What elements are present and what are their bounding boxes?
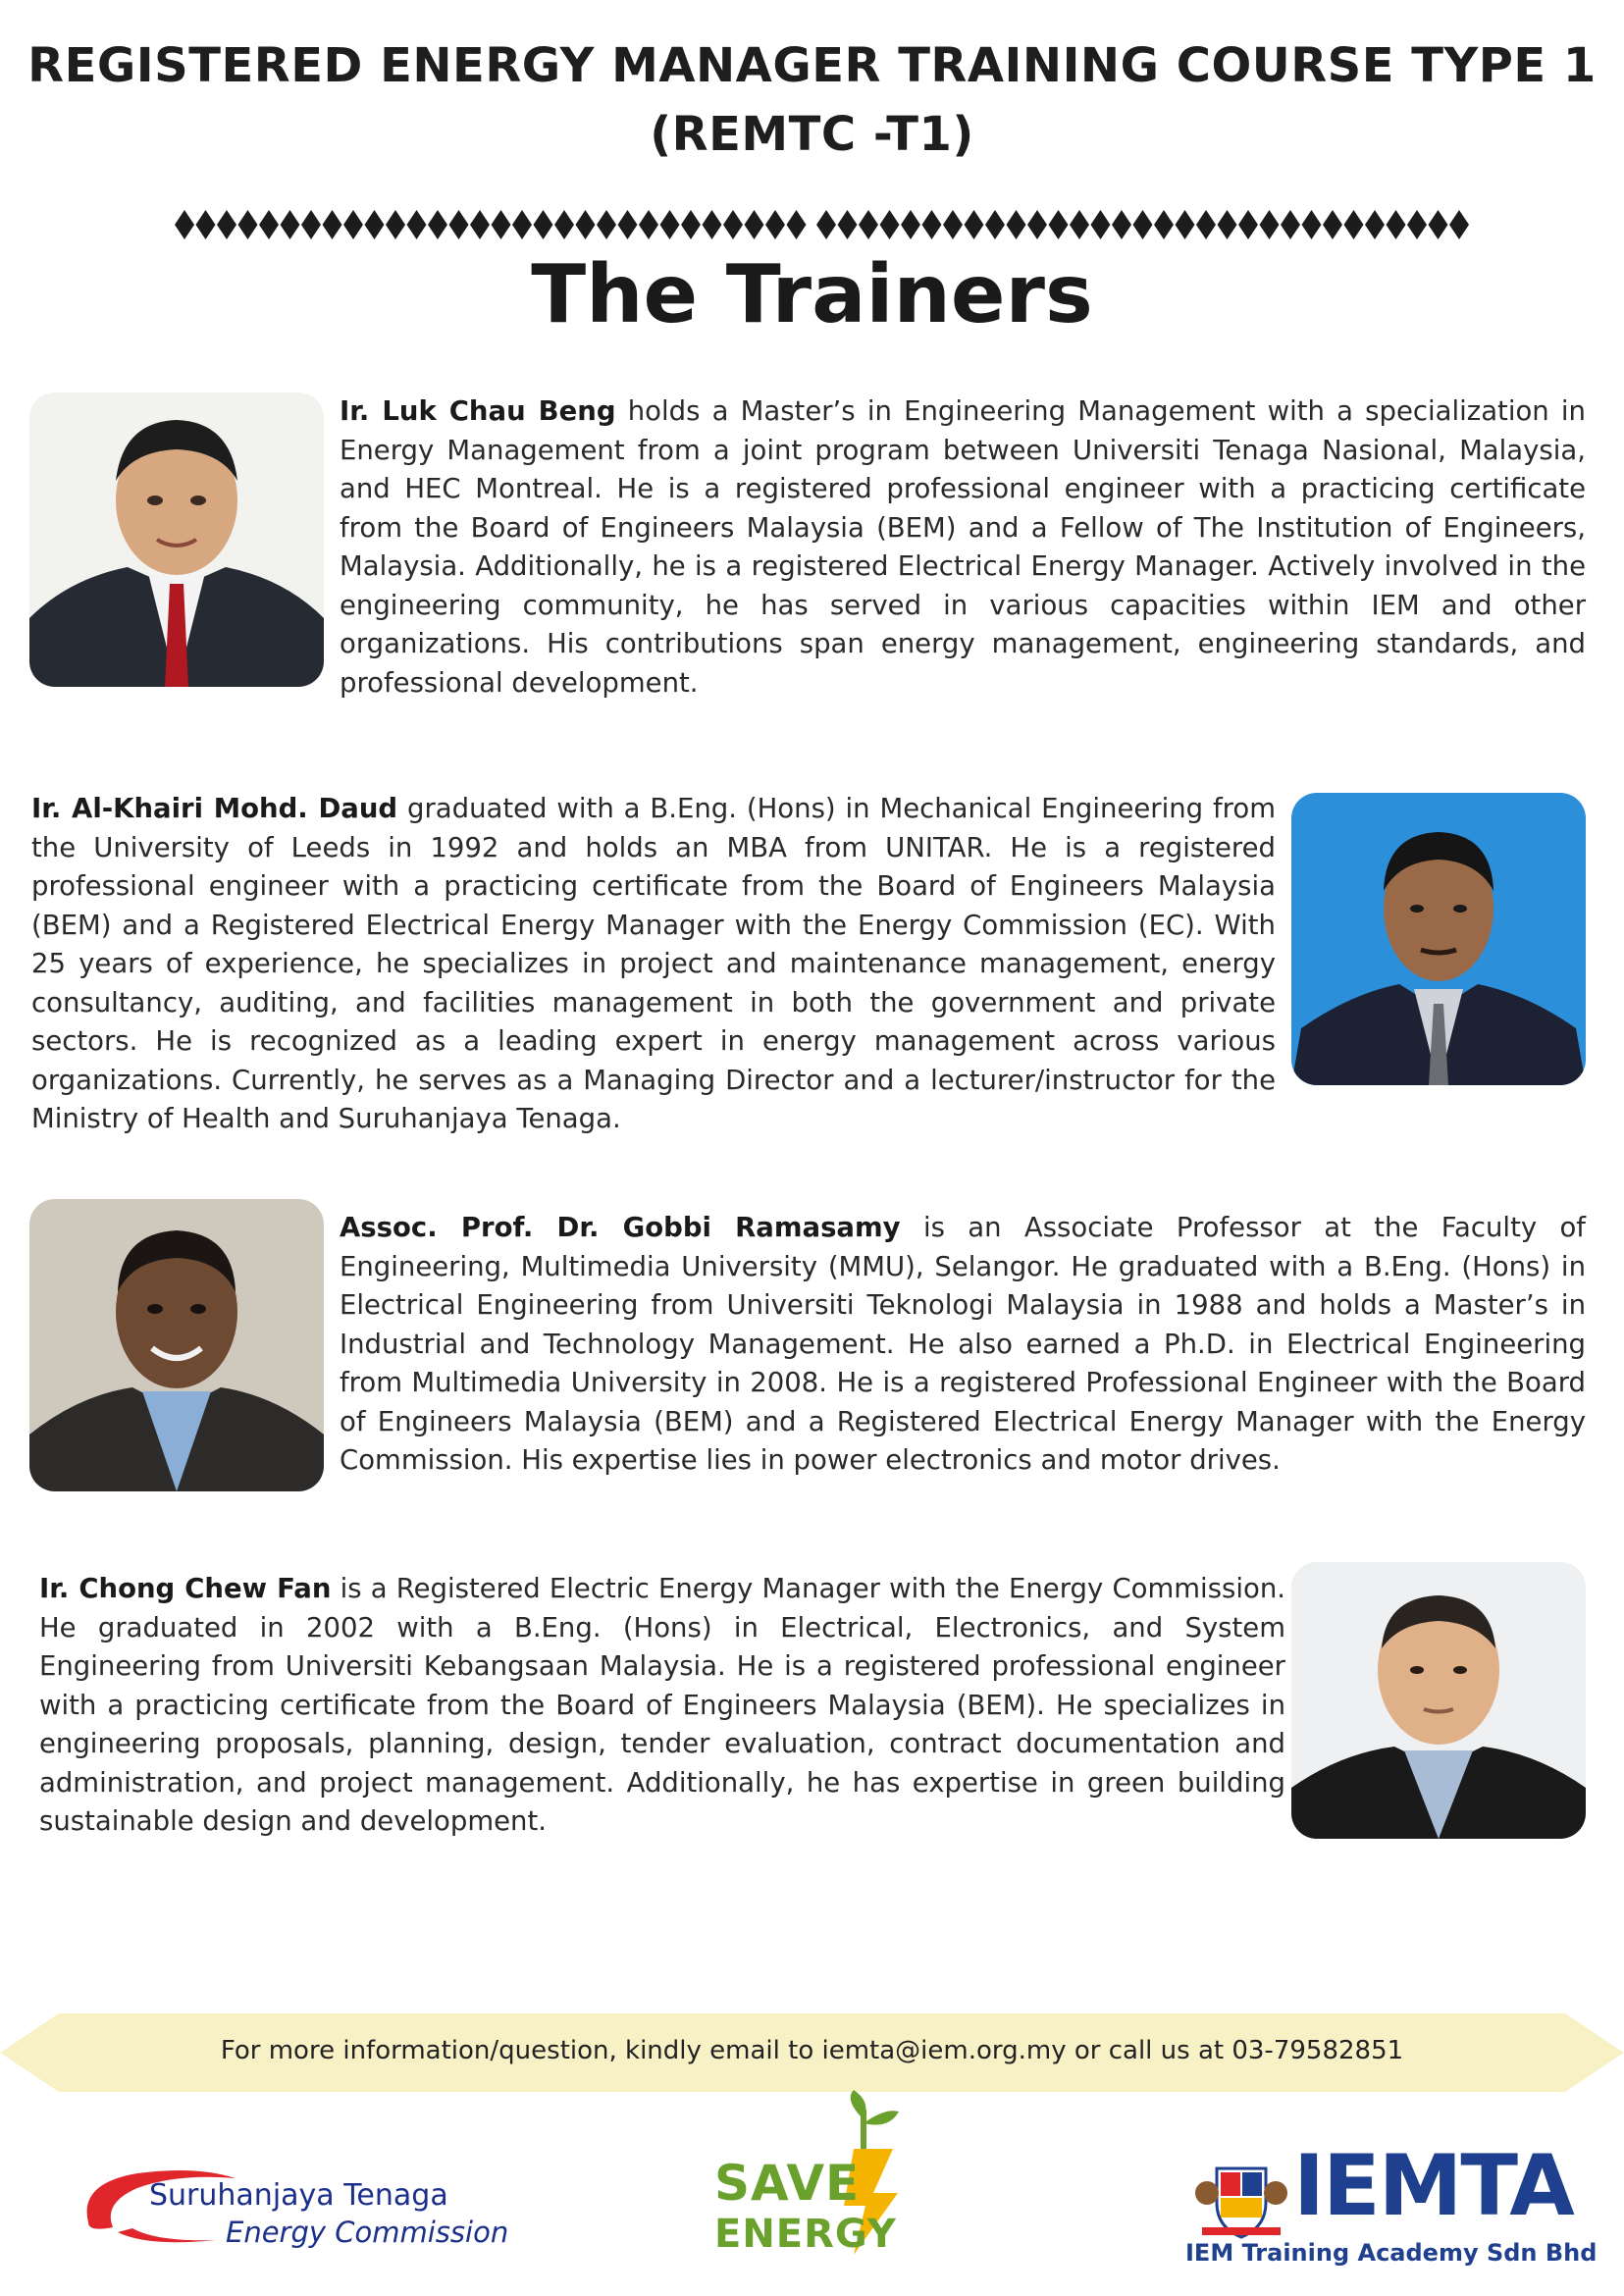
- divider-diamond: [1387, 210, 1406, 239]
- divider-diamond: [985, 210, 1005, 239]
- contact-text: For more information/question, kindly email to iemta@iem.org.my or call us at 03-79582851: [220, 2036, 1404, 2065]
- trainer-bio-chong-chew-fan: Ir. Chong Chew Fan is a Registered Electric Energy Manager with the Energy Commission. He graduated in 2002 with a B.Eng. (Hons) in Electrical, Electronics, and System Engineering from Universiti Kebangsaan Malaysia. He is a registered professional engineer with a practicing certificate from the Board of Engineers Malaysia (BEM). He specializes in engineering proposals, planning, design, tender evaluation, contract documentation and administration, and project management. Additionally, he has expertise in green building sustainable design and development.: [39, 1573, 1285, 1837]
- divider-diamond: [554, 210, 574, 239]
- trainer-name: Ir. Chong Chew Fan: [39, 1573, 332, 1604]
- divider-diamond: [449, 210, 469, 239]
- divider-diamond: [1154, 210, 1174, 239]
- course-title-line1: REGISTERED ENERGY MANAGER TRAINING COURSE TYPE 1: [27, 38, 1597, 93]
- iemta-subtitle: IEM Training Academy Sdn Bhd: [1185, 2239, 1598, 2267]
- divider-diamond: [943, 210, 963, 239]
- diamond-divider: [0, 208, 1624, 241]
- divider-diamond: [407, 210, 427, 239]
- iem-crest-icon: [1187, 2149, 1295, 2242]
- trainer-name: Assoc. Prof. Dr. Gobbi Ramasamy: [340, 1212, 901, 1243]
- divider-diamond: [238, 210, 258, 239]
- divider-diamond: [323, 210, 342, 239]
- divider-diamond: [787, 210, 807, 239]
- divider-diamond: [1344, 210, 1364, 239]
- divider-diamond: [1449, 210, 1469, 239]
- trainer-photo-chong-chew-fan: [1291, 1562, 1586, 1839]
- energy-word: ENERGY: [714, 2212, 897, 2257]
- divider-diamond: [534, 210, 553, 239]
- iemta-wordmark: IEMTA: [1293, 2137, 1573, 2235]
- divider-diamond: [301, 210, 321, 239]
- divider-diamond: [196, 210, 216, 239]
- divider-diamond: [1302, 210, 1322, 239]
- divider-diamond: [901, 210, 920, 239]
- divider-diamond: [1407, 210, 1427, 239]
- trainer-bio-luk-chau-beng: Ir. Luk Chau Beng holds a Master’s in Engineering Management with a specialization in Energy Management from a joint program between Universiti Tenaga Nasional, Malaysia, and HEC Montreal. He is a registered professional engineer with a practicing certificate from the Board of Engineers Malaysia (BEM) and a Fellow of The Institution of Engineers, Malaysia. Additionally, he is a registered Electrical Energy Manager. Actively involved in the engineering community, he has served in various capacities within IEM and other organizations. His contributions span energy management, engineering standards, and professional development.: [340, 395, 1586, 699]
- page-title: The Trainers: [531, 248, 1093, 341]
- divider-diamond: [681, 210, 701, 239]
- divider-diamond: [175, 210, 194, 239]
- divider-diamond: [470, 210, 490, 239]
- divider-diamond: [259, 210, 279, 239]
- divider-diamond: [1323, 210, 1342, 239]
- divider-diamond: [1365, 210, 1385, 239]
- divider-diamond: [1176, 210, 1195, 239]
- divider-diamond: [1070, 210, 1089, 239]
- divider-diamond: [428, 210, 447, 239]
- st-name: Suruhanjaya Tenaga: [149, 2178, 448, 2213]
- divider-diamond: [660, 210, 680, 239]
- save-word: SAVE: [714, 2155, 861, 2212]
- divider-diamond: [1238, 210, 1258, 239]
- divider-diamond: [492, 210, 511, 239]
- trainer-bio-al-khairi: Ir. Al-Khairi Mohd. Daud graduated with a B.Eng. (Hons) in Mechanical Engineering from the University of Leeds in 1992 and holds an MBA from UNITAR. He is a registered professional engineer with a practicing certificate from the Board of Engineers Malaysia (BEM) and a Registered Electrical Energy Manager with the Energy Commission (EC). With 25 years of experience, he specializes in project and maintenance management, energy consultancy, auditing, and facilities management in both the government and private sectors. He is recognized as a leading expert in energy management across various organizations. Currently, he serves as a Managing Director and a lecturer/instructor for the Ministry of Health and Suruhanjaya Tenaga.: [31, 793, 1277, 1134]
- divider-diamond: [512, 210, 532, 239]
- divider-diamond: [838, 210, 858, 239]
- divider-diamond: [1429, 210, 1448, 239]
- divider-diamond: [765, 210, 785, 239]
- divider-diamond: [1133, 210, 1153, 239]
- divider-diamond: [1027, 210, 1047, 239]
- divider-diamond: [1112, 210, 1131, 239]
- divider-diamond: [703, 210, 722, 239]
- divider-diamond: [1091, 210, 1111, 239]
- st-subtitle: Energy Commission: [226, 2216, 509, 2249]
- trainer-photo-al-khairi: [1291, 793, 1586, 1085]
- divider-diamond: [816, 210, 836, 239]
- divider-diamond: [597, 210, 616, 239]
- divider-diamond: [217, 210, 236, 239]
- divider-diamond: [1260, 210, 1280, 239]
- divider-diamond: [365, 210, 385, 239]
- divider-diamond: [386, 210, 405, 239]
- trainer-bio-gobbi-ramasamy: Assoc. Prof. Dr. Gobbi Ramasamy is an Associate Professor at the Faculty of Engineering, Multimedia University (MMU), Selangor. He graduated with a B.Eng. (Hons) in Electrical Engineering from Universiti Teknologi Malaysia in 1988 and holds a Master’s in Industrial and Technology Management. He also earned a Ph.D. in Electrical Engineering from Multimedia University in 2008. He is a registered Professional Engineer with the Board of Engineers Malaysia (BEM) and a Registered Electrical Energy Manager with the Energy Commission. His expertise lies in power electronics and motor drives.: [340, 1212, 1586, 1476]
- trainer-name: Ir. Al-Khairi Mohd. Daud: [31, 793, 398, 824]
- divider-diamond: [1196, 210, 1216, 239]
- trainer-photo-gobbi-ramasamy: [29, 1199, 324, 1491]
- divider-diamond: [1281, 210, 1300, 239]
- divider-diamond: [922, 210, 942, 239]
- divider-diamond: [281, 210, 300, 239]
- trainer-name: Ir. Luk Chau Beng: [340, 395, 616, 427]
- divider-diamond: [618, 210, 638, 239]
- divider-diamond: [1049, 210, 1069, 239]
- divider-diamond: [576, 210, 596, 239]
- divider-diamond: [723, 210, 743, 239]
- divider-diamond: [965, 210, 984, 239]
- divider-diamond: [639, 210, 658, 239]
- divider-diamond: [880, 210, 900, 239]
- divider-diamond: [1218, 210, 1237, 239]
- divider-diamond: [1007, 210, 1026, 239]
- trainer-photo-luk-chau-beng: [29, 392, 324, 687]
- divider-diamond: [343, 210, 363, 239]
- divider-diamond: [745, 210, 764, 239]
- course-title-line2: (REMTC -T1): [650, 107, 974, 162]
- divider-diamond: [859, 210, 878, 239]
